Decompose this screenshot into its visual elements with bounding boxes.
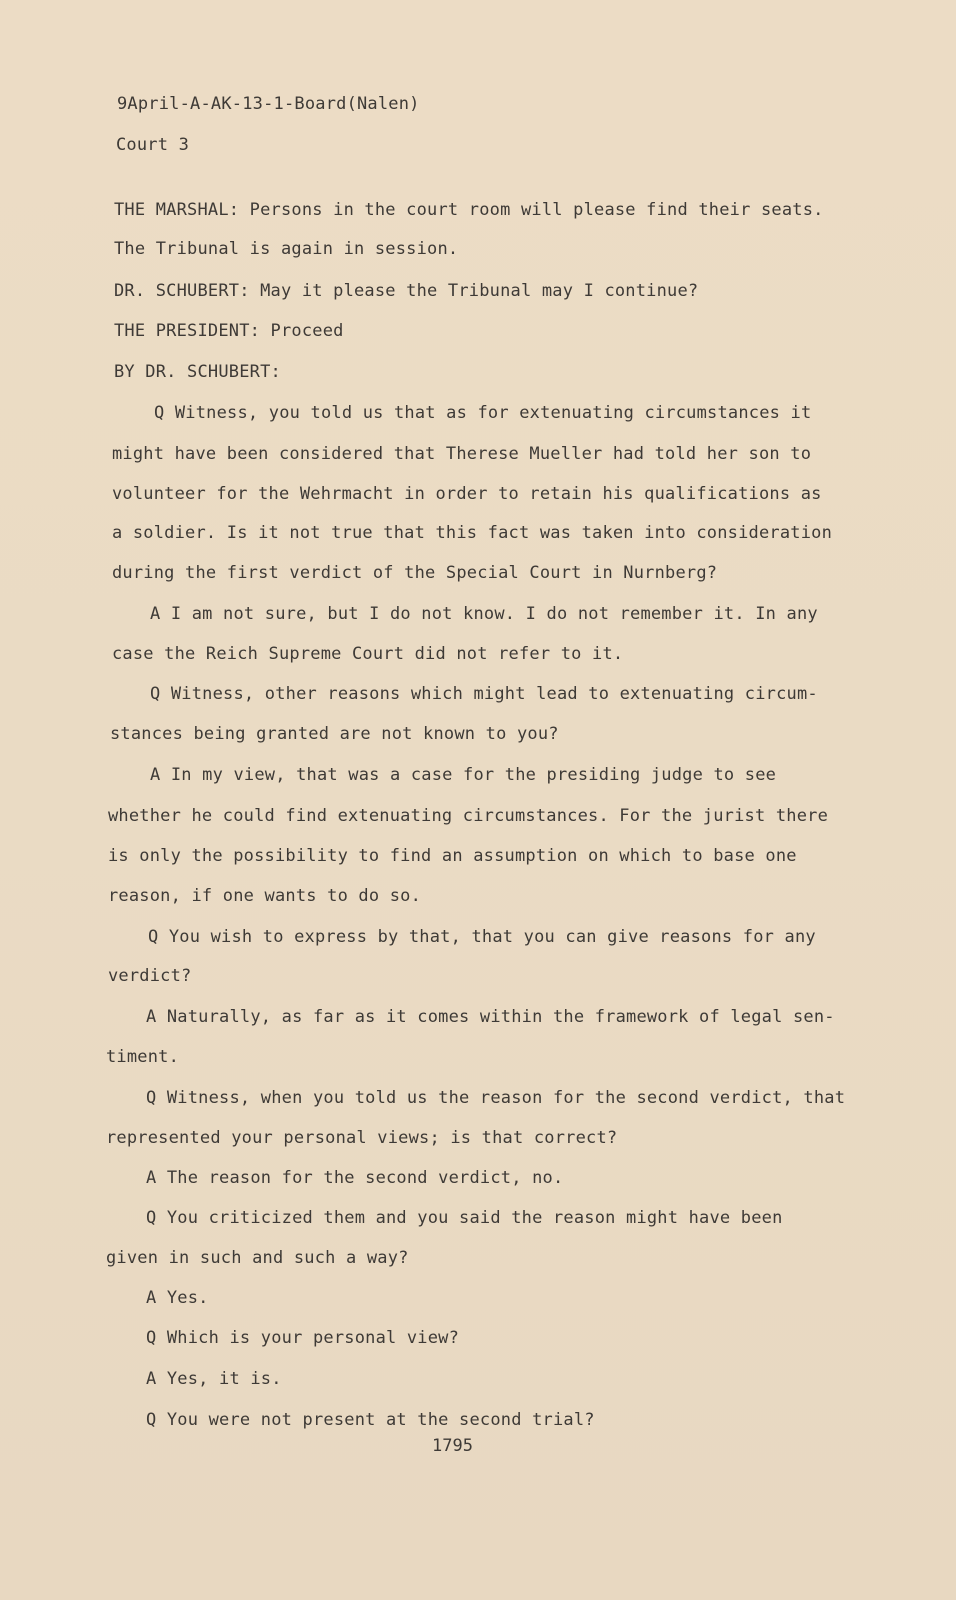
transcript-line: A In my view, that was a case for the presiding judge to see [150,765,777,785]
transcript-line: Q You wish to express by that, that you can give reasons for any [148,927,816,947]
transcript-line: during the first verdict of the Special Court in Nurnberg? [112,563,718,583]
transcript-line: a soldier. Is it not true that this fact was taken into consideration [112,523,833,543]
transcript-line: DR. SCHUBERT: May it please the Tribunal may I continue? [114,281,699,301]
transcript-line: Q Witness, other reasons which might lead to extenuating circum- [150,684,818,704]
document-reference: 9April-A-AK-13-1-Board(Nalen) [117,94,420,114]
page-number: 1795 [432,1436,473,1456]
court-label: Court 3 [116,135,190,155]
transcript-line: whether he could find extenuating circumstances. For the jurist there [108,806,829,826]
transcript-line: Q Witness, you told us that as for extenuating circumstances it [154,403,812,423]
transcript-line: verdict? [108,966,192,986]
transcript-line: Q Which is your personal view? [146,1328,460,1348]
transcript-line: A I am not sure, but I do not know. I do not remember it. In any [150,604,818,624]
transcript-line: A Yes. [146,1288,209,1308]
transcript-line: stances being granted are not known to you? [110,724,559,744]
transcript-line: THE MARSHAL: Persons in the court room will please find their seats. [114,200,824,220]
transcript-line: The Tribunal is again in session. [114,239,459,259]
transcript-line: is only the possibility to find an assumption on which to base one [108,846,797,866]
transcript-line: BY DR. SCHUBERT: [114,362,281,382]
transcript-line: Q You criticized them and you said the reason might have been [146,1208,783,1228]
transcript-line: might have been considered that Therese Mueller had told her son to [112,444,812,464]
transcript-line: A Yes, it is. [146,1369,282,1389]
transcript-line: represented your personal views; is that correct? [106,1128,618,1148]
transcript-line: given in such and such a way? [106,1248,409,1268]
transcript-line: reason, if one wants to do so. [108,886,422,906]
transcript-line: A Naturally, as far as it comes within the framework of legal sen- [146,1007,835,1027]
transcript-line: timent. [106,1047,180,1067]
transcript-line: Q You were not present at the second trial? [146,1410,595,1430]
transcript-line: volunteer for the Wehrmacht in order to retain his qualifications as [112,484,822,504]
transcript-line: A The reason for the second verdict, no. [146,1168,564,1188]
transcript-line: Q Witness, when you told us the reason for the second verdict, that [146,1088,846,1108]
transcript-line: case the Reich Supreme Court did not refer to it. [112,644,624,664]
transcript-line: THE PRESIDENT: Proceed [114,321,344,341]
